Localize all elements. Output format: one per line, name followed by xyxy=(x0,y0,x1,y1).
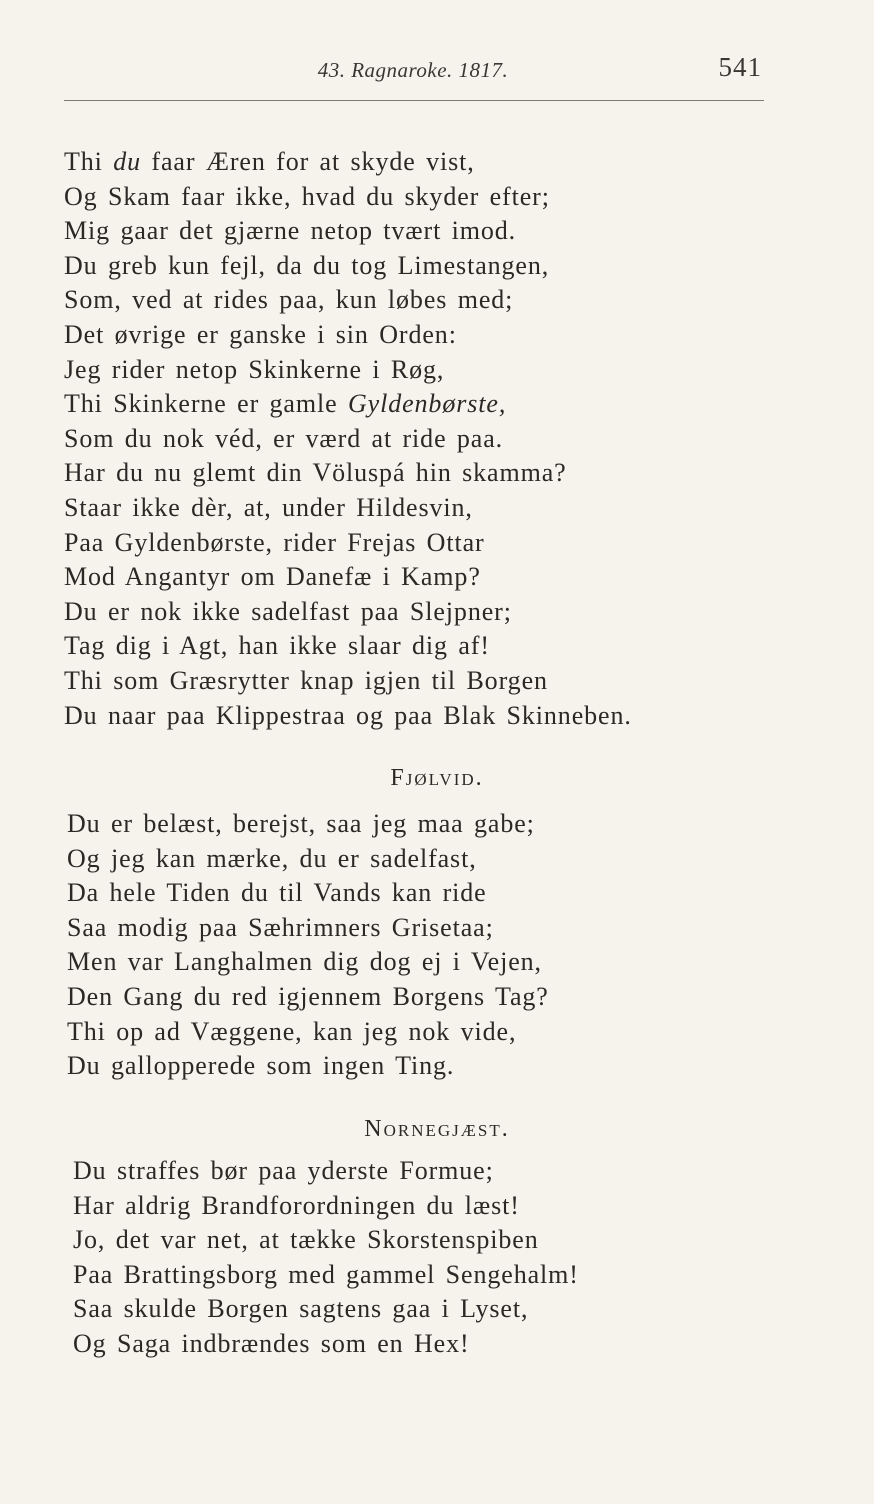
verse-line: Staar ikke dèr, at, under Hildesvin, xyxy=(64,492,473,522)
stanza-1 xyxy=(64,145,632,733)
verse-line: Thi Skinkerne er gamle Gyldenbørste, xyxy=(64,389,507,419)
verse-line: Du naar paa Klippestraa og paa Blak Skinneben. xyxy=(64,700,632,730)
verse-line: Paa Brattingsborg med gammel Sengehalm! xyxy=(73,1259,579,1289)
verse-line: Du greb kun fejl, da du tog Limestangen, xyxy=(64,250,550,280)
verse-line: Jo, det var net, at tække Skorstenspiben xyxy=(73,1225,539,1255)
verse-line: Som, ved at rides paa, kun løbes med; xyxy=(64,285,514,315)
verse-line: Jeg rider netop Skinkerne i Røg, xyxy=(64,354,445,384)
header-rule xyxy=(64,100,764,101)
page-number: 541 xyxy=(718,52,762,82)
verse-line: Thi op ad Væggene, kan jeg nok vide, xyxy=(67,1016,517,1046)
speaker-heading-fjolvid: Fjølvid. xyxy=(390,765,484,791)
verse-line: Du er nok ikke sadelfast paa Slejpner; xyxy=(64,596,512,626)
running-title: 43. Ragnaroke. 1817. xyxy=(317,58,509,82)
verse-line: Du er belæst, berejst, saa jeg maa gabe; xyxy=(67,809,535,838)
stanza-3 xyxy=(73,1154,579,1362)
stanza-2 xyxy=(67,807,549,1084)
verse-line: Thi som Græsrytter knap igjen til Borgen xyxy=(64,665,548,695)
verse-line: Da hele Tiden du til Vands kan ride xyxy=(67,878,487,908)
verse-line: Thi du faar Æren for at skyde vist, xyxy=(64,147,475,176)
running-head xyxy=(64,52,762,94)
verse-line: Du gallopperede som ingen Ting. xyxy=(67,1051,455,1081)
verse-line: Paa Gyldenbørste, rider Frejas Ottar xyxy=(64,527,485,557)
verse-line: Mod Angantyr om Danefæ i Kamp? xyxy=(64,562,481,592)
verse-line: Saa skulde Borgen sagtens gaa i Lyset, xyxy=(73,1294,529,1324)
verse-line: Den Gang du red igjennem Borgens Tag? xyxy=(67,981,549,1011)
verse-line: Og Saga indbrændes som en Hex! xyxy=(73,1328,470,1358)
verse-line: Og jeg kan mærke, du er sadelfast, xyxy=(67,843,477,873)
verse-line: Har aldrig Brandforordningen du læst! xyxy=(73,1190,520,1220)
verse-line: Mig gaar det gjærne netop tvært imod. xyxy=(64,216,517,246)
verse-line: Som du nok véd, er værd at ride paa. xyxy=(64,423,504,453)
verse-line: Du straffes bør paa yderste Formue; xyxy=(73,1156,494,1185)
verse-line: Men var Langhalmen dig dog ej i Vejen, xyxy=(67,947,542,977)
verse-line: Har du nu glemt din Völuspá hin skamma? xyxy=(64,458,567,488)
verse-line: Tag dig i Agt, han ikke slaar dig af! xyxy=(64,631,490,661)
speaker-heading-nornegjaest: Nornegjæst. xyxy=(364,1116,510,1142)
verse-line: Saa modig paa Sæhrimners Grisetaa; xyxy=(67,912,494,942)
verse-line: Det øvrige er ganske i sin Orden: xyxy=(64,319,457,349)
verse-line: Og Skam faar ikke, hvad du skyder efter; xyxy=(64,181,550,211)
